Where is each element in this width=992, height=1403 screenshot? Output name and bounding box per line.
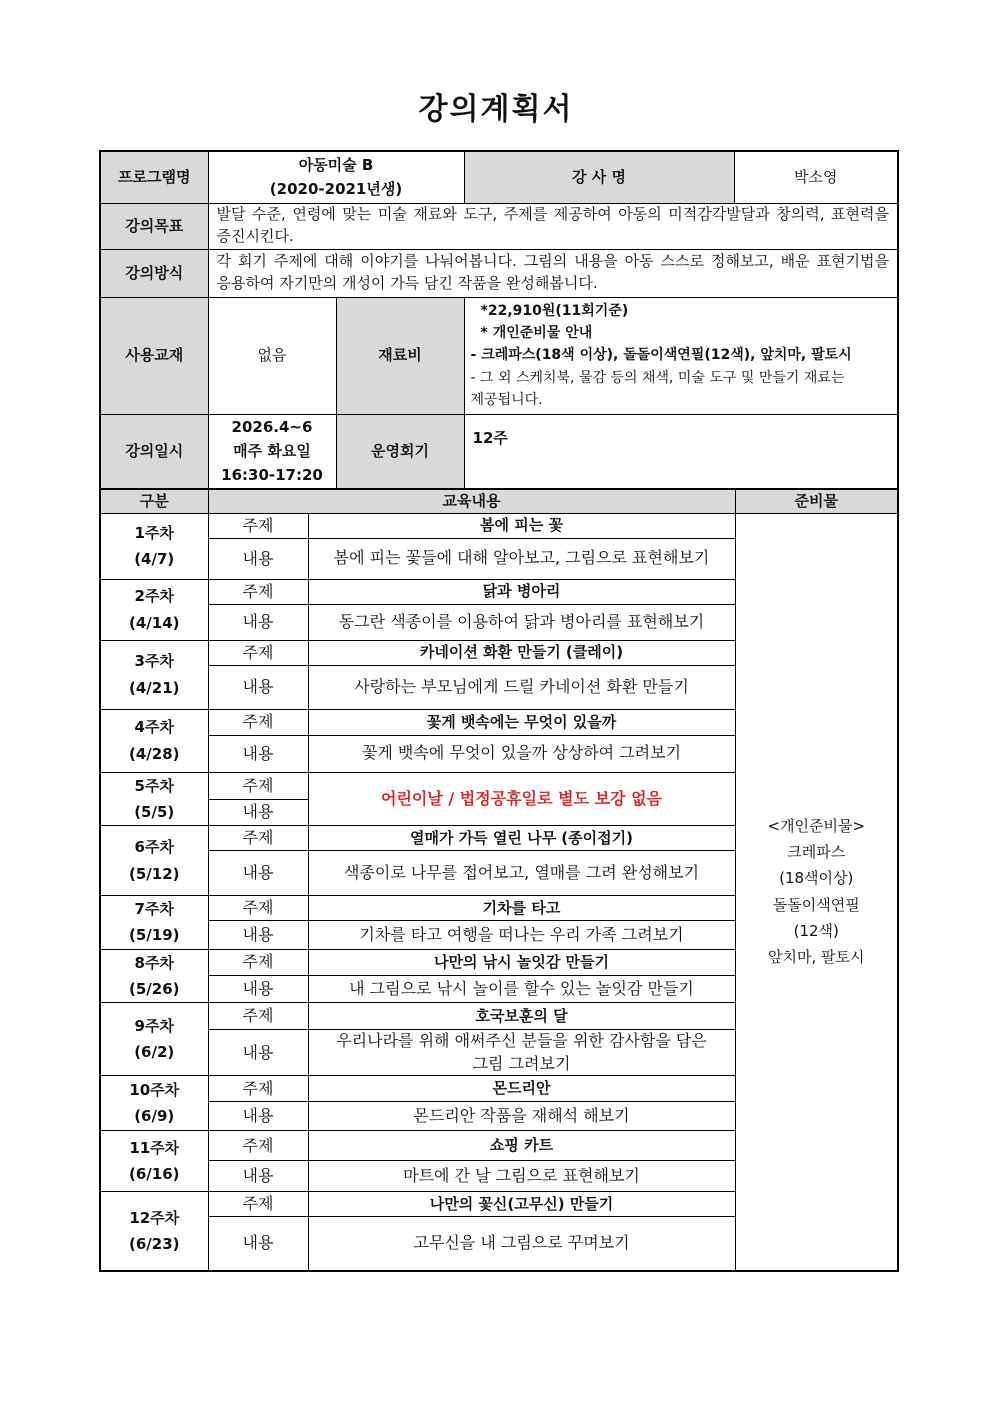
week-date: (6/23) <box>128 1234 180 1253</box>
prep-material-line: (12색) <box>793 921 839 940</box>
prep-material-line: (18색이상) <box>779 869 854 888</box>
instructor-name: 박소영 <box>734 151 898 203</box>
week-topic: 열매가 가득 열린 나무 (종이접기) <box>308 826 735 851</box>
week-date: (4/14) <box>128 613 180 632</box>
topic-label: 주제 <box>208 1131 308 1161</box>
prep-material-line: 앞치마, 팔토시 <box>768 948 865 966</box>
program-label: 프로그램명 <box>100 151 208 203</box>
week-number: 12주차 <box>129 1208 180 1227</box>
week-date: (5/26) <box>128 979 180 998</box>
content-label: 내용 <box>208 799 308 825</box>
sessions-label: 운영회기 <box>336 414 464 489</box>
prep-material-line: 돌돌이색연필 <box>772 895 860 914</box>
topic-label: 주제 <box>208 772 308 799</box>
week-content: 우리나라를 위해 애써주신 분들을 위한 감사함을 담은 그림 그려보기 <box>308 1030 735 1076</box>
program-years: (2020-2021년생) <box>269 180 403 199</box>
textbook-value: 없음 <box>208 297 336 414</box>
schedule-label: 강의일시 <box>100 414 208 489</box>
week-date: (4/28) <box>128 744 180 763</box>
week-topic-row <box>100 513 898 538</box>
content-label: 내용 <box>208 604 308 640</box>
week-content: 색종이로 나무를 접어보고, 열매를 그려 완성해보기 <box>308 851 735 896</box>
week-number: 1주차 <box>134 523 174 542</box>
week-topic: 호국보훈의 달 <box>308 1003 735 1030</box>
fee-provided-note: - 그 외 스케치북, 물감 등의 채색, 미술 도구 및 만들기 재료는 제공됩니다. <box>470 369 845 409</box>
method-text: 각 회기 주제에 대해 이야기를 나눠어봅니다. 그림의 내용을 아동 스스로 정해보고, 배운 표현기법을 응용하여 자기만의 개성이 가득 담긴 작품을 완성해봅니다. <box>208 249 898 297</box>
topic-label: 주제 <box>208 709 308 735</box>
topic-label: 주제 <box>208 513 308 538</box>
fee-amount: *22,910원(11회기준) <box>480 302 629 319</box>
week-topic: 나만의 낚시 놀잇감 만들기 <box>308 949 735 975</box>
week-label-cell <box>100 772 208 826</box>
week-content: 내 그림으로 낚시 놀이를 할수 있는 놀잇감 만들기 <box>308 975 735 1002</box>
program-name: 아동미술 B <box>298 156 374 175</box>
week-topic: 꽃게 뱃속에는 무엇이 있을까 <box>308 709 735 735</box>
week-label-cell <box>100 1003 208 1076</box>
week-topic: 카네이션 화환 만들기 (클레이) <box>308 640 735 665</box>
schedule-day: 매주 화요일 <box>233 442 311 461</box>
week-topic: 기차를 타고 <box>308 896 735 921</box>
prep-material-line: <개인준비물> <box>767 816 866 835</box>
content-label: 내용 <box>208 975 308 1002</box>
week-label-cell <box>100 896 208 950</box>
fee-details <box>464 297 898 414</box>
week-content: 꽃게 뱃속에 무엇이 있을까 상상하여 그려보기 <box>308 735 735 772</box>
textbook-label: 사용교재 <box>100 297 208 414</box>
col-week-header: 구분 <box>100 489 208 513</box>
content-label: 내용 <box>208 538 308 579</box>
week-date: (4/21) <box>128 678 180 697</box>
prep-materials-cell <box>735 513 898 1271</box>
week-number: 4주차 <box>134 718 174 737</box>
week-number: 9주차 <box>134 1016 174 1035</box>
prep-material-line: 크레파스 <box>787 843 846 861</box>
week-date: (5/12) <box>128 864 180 883</box>
week-label-cell <box>100 1076 208 1131</box>
week-date: (4/7) <box>134 550 175 568</box>
content-label: 내용 <box>208 1030 308 1076</box>
program-name-cell <box>208 151 464 203</box>
content-label: 내용 <box>208 851 308 896</box>
col-content-header: 교육내용 <box>208 489 735 513</box>
schedule-cell <box>208 414 336 489</box>
week-label-cell <box>100 949 208 1003</box>
week-date: (6/9) <box>134 1107 175 1125</box>
topic-label: 주제 <box>208 640 308 665</box>
topic-label: 주제 <box>208 1076 308 1102</box>
week-topic: 닭과 병아리 <box>308 579 735 604</box>
week-content: 몬드리안 작품을 재해석 해보기 <box>308 1102 735 1131</box>
goal-label: 강의목표 <box>100 203 208 249</box>
week-date: (5/19) <box>128 926 180 945</box>
course-info-table <box>99 150 899 490</box>
week-number: 3주차 <box>134 652 174 671</box>
week-content: 고무신을 내 그림으로 꾸며보기 <box>308 1217 735 1271</box>
content-label: 내용 <box>208 921 308 949</box>
content-label: 내용 <box>208 1217 308 1271</box>
holiday-notice: 어린이날 / 법정공휴일로 별도 보강 없음 <box>308 772 735 826</box>
week-content: 동그란 색종이를 이용하여 닭과 병아리를 표현해보기 <box>308 604 735 640</box>
content-label: 내용 <box>208 1102 308 1131</box>
week-label-cell <box>100 1192 208 1271</box>
week-date: (6/2) <box>134 1043 175 1061</box>
content-label: 내용 <box>208 1161 308 1192</box>
topic-label: 주제 <box>208 579 308 604</box>
method-label: 강의방식 <box>100 249 208 297</box>
week-content: 사랑하는 부모님에게 드릴 카네이션 화환 만들기 <box>308 665 735 709</box>
topic-label: 주제 <box>208 1192 308 1217</box>
week-number: 6주차 <box>134 838 174 857</box>
week-date: (5/5) <box>134 802 175 821</box>
topic-label: 주제 <box>208 949 308 975</box>
weekly-schedule-table <box>99 488 899 1272</box>
week-number: 5주차 <box>134 776 174 795</box>
week-number: 2주차 <box>134 587 174 606</box>
week-label-cell <box>100 1131 208 1192</box>
week-number: 10주차 <box>129 1080 180 1099</box>
week-label-cell <box>100 640 208 709</box>
week-content: 기차를 타고 여행을 떠나는 우리 가족 그려보기 <box>308 921 735 949</box>
week-label-cell <box>100 826 208 896</box>
content-label: 내용 <box>208 735 308 772</box>
col-prep-header: 준비물 <box>735 489 898 513</box>
week-topic: 나만의 꽃신(고무신) 만들기 <box>308 1192 735 1217</box>
week-topic: 몬드리안 <box>308 1076 735 1102</box>
fee-label: 재료비 <box>336 297 464 414</box>
week-label-cell <box>100 709 208 772</box>
week-content: 봄에 피는 꽃들에 대해 알아보고, 그림으로 표현해보기 <box>308 538 735 579</box>
topic-label: 주제 <box>208 1003 308 1030</box>
week-number: 7주차 <box>134 900 174 918</box>
schedule-time: 16:30-17:20 <box>221 466 323 485</box>
goal-text: 발달 수준, 연령에 맞는 미술 재료와 도구, 주제를 제공하여 아동의 미적감각발달과 창의력, 표현력을 증진시킨다. <box>208 203 898 249</box>
document-title: 강의계획서 <box>418 92 574 127</box>
week-topic: 쇼핑 카트 <box>308 1131 735 1161</box>
week-label-cell <box>100 513 208 579</box>
week-date: (6/16) <box>128 1165 180 1183</box>
instructor-label: 강 사 명 <box>464 151 734 203</box>
week-label-cell <box>100 579 208 640</box>
fee-prep-items: - 크레파스(18색 이상), 돌돌이색연필(12색), 앞치마, 팔토시 <box>470 347 852 364</box>
sessions-value: 12주 <box>464 414 898 489</box>
week-number: 8주차 <box>134 953 174 972</box>
topic-label: 주제 <box>208 826 308 851</box>
content-label: 내용 <box>208 665 308 709</box>
schedule-period: 2026.4~6 <box>231 418 313 437</box>
week-number: 11주차 <box>129 1138 180 1157</box>
topic-label: 주제 <box>208 896 308 921</box>
fee-prep-heading: * 개인준비물 안내 <box>480 324 593 341</box>
week-topic: 봄에 피는 꽃 <box>308 513 735 538</box>
week-content: 마트에 간 날 그림으로 표현해보기 <box>308 1161 735 1192</box>
